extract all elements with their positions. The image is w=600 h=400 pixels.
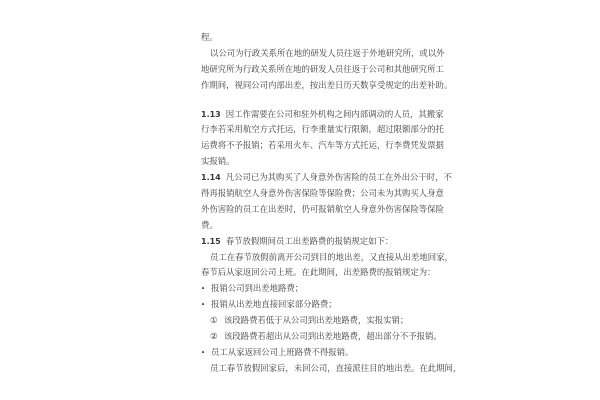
sub-item-text: 该段路费若超出从公司到出差地路费，超出部分不予报销。 <box>224 331 442 342</box>
bullet-text: 员工从家返回公司上班路费不得报销。 <box>211 346 354 357</box>
section-heading-1-14 <box>201 170 452 186</box>
bullet-item <box>201 297 419 313</box>
paragraph-gap <box>201 94 419 107</box>
numbered-sub-item <box>201 329 442 345</box>
bullet-item <box>201 345 419 361</box>
bullet-text: 报销从出差地直接回家部分路费； <box>211 299 337 310</box>
text-line: 实报销。 <box>201 156 235 167</box>
text-line: 以公司为行政关系所在地的研发人员往返于外地研究所，或以外 <box>210 47 445 58</box>
document-body <box>201 30 462 377</box>
bullet-icon: • <box>201 348 206 357</box>
numbered-sub-item <box>201 313 419 329</box>
text-line: 凡公司已为其购买了人身意外伤害险的员工在外出公干时，不 <box>225 172 452 183</box>
text-line: 运费将不予报销；若采用火车、汽车等方式托运，行李费凭发票据 <box>201 140 444 151</box>
section-number: 1.14 <box>201 173 221 183</box>
text-line: 员工在春节放假前离开公司到目的地出差，又直接从出差地回家， <box>210 251 453 262</box>
section-heading-1-15 <box>201 234 419 250</box>
bullet-icon: • <box>201 285 206 294</box>
text-line: 地研究所为行政关系所在地的研发人员往返于公司和其他研究所工 <box>201 63 444 74</box>
sub-item-text: 该段路费若低于从公司到出差地路费，实报实销； <box>224 315 409 326</box>
section-heading-1-13 <box>201 107 444 123</box>
text-line: 春节放假期间员工出差路费的报销规定如下： <box>225 235 394 246</box>
text-line: 作期间，视同公司内部出差，按出差日历天数享受规定的出差补助。 <box>201 79 453 90</box>
text-line: 因工作需要在公司和驻外机构之间内部调动的人员，其搬家 <box>225 108 444 119</box>
circled-number: ② <box>210 331 218 342</box>
section-number: 1.13 <box>201 109 221 119</box>
bullet-item <box>201 281 419 297</box>
text-line: 春节后从家返回公司上班。在此期间，出差路费的报销规定为： <box>201 267 436 278</box>
text-line: 程。 <box>201 32 218 42</box>
text-line: 得再报销航空人身意外伤害保险等保险费；公司未为其购买人身意 <box>201 188 444 199</box>
text-line: 员工春节放假回家后，未回公司，直接派往目的地出差。在此期间， <box>210 362 462 373</box>
bullet-icon: • <box>201 301 206 310</box>
section-number: 1.15 <box>201 236 221 246</box>
bullet-text: 报销公司到出差地路费； <box>211 283 304 294</box>
circled-number: ① <box>210 315 218 326</box>
text-line: 费。 <box>201 219 218 230</box>
text-line: 行李若采用航空方式托运，行李重量实行限额，超过限额部分的托 <box>201 124 444 135</box>
text-line: 外伤害险的员工在出差时，仍可报销航空人身意外伤害保险等保险 <box>201 203 444 214</box>
